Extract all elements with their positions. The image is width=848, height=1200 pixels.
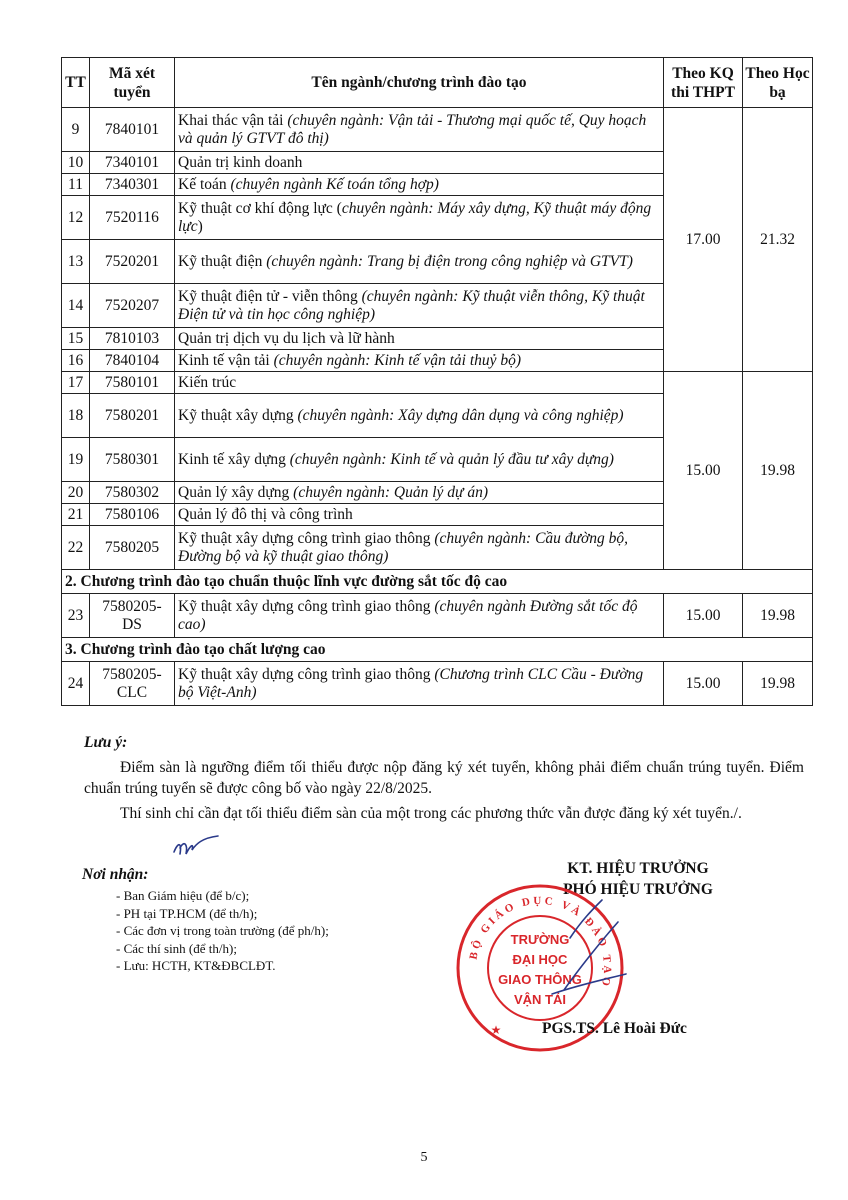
row-code: 7840101 (90, 108, 175, 152)
row-tt: 9 (62, 108, 90, 152)
row-name (175, 108, 664, 152)
initials-mark (172, 832, 220, 860)
program-specialization: (Chương trình CLC Cầu - Đường bộ Việt-Anh) (178, 665, 644, 701)
program-specialization: (chuyên ngành: Trang bị điện trong công nghiệp và GTVT) (266, 252, 633, 270)
row-code: 7340101 (90, 152, 175, 174)
header-thpt: Theo KQ thi THPT (664, 58, 743, 108)
header-hocba: Theo Học bạ (743, 58, 813, 108)
program-name: Quản trị dịch vụ du lịch và lữ hành (178, 329, 395, 347)
seal-line-4: VẬN TẢI (514, 992, 566, 1007)
row-name (175, 526, 664, 570)
row-code: 7520207 (90, 284, 175, 328)
row-thpt-score: 15.00 (664, 594, 743, 638)
seal-star-icon: ★ (490, 1023, 502, 1037)
notes-paragraph-2: Thí sinh chỉ cần đạt tối thiểu điểm sàn của một trong các phương thức vẫn được đăng ký xét tuyển./. (120, 805, 742, 822)
group1-thpt-score: 17.00 (664, 108, 743, 372)
header-code: Mã xét tuyển (90, 58, 175, 108)
program-name: Quản lý đô thị và công trình (178, 505, 353, 523)
header-name: Tên ngành/chương trình đào tạo (175, 58, 664, 108)
row-tt: 17 (62, 372, 90, 394)
row-name (175, 482, 664, 504)
seal-ring-text: BỘ GIÁO DỤC VÀ ĐÀO TẠO (467, 894, 614, 990)
row-name (175, 504, 664, 526)
signature-title-1: KT. HIỆU TRƯỞNG (567, 860, 709, 877)
row-name (175, 196, 664, 240)
seal-line-1: TRƯỜNG (510, 932, 570, 947)
row-tt: 23 (62, 594, 90, 638)
row-name (175, 438, 664, 482)
row-name (175, 662, 664, 706)
program-name: Khai thác vận tải (178, 111, 288, 129)
program-name: Kinh tế vận tải (178, 351, 274, 369)
row-tt: 20 (62, 482, 90, 504)
row-code: 7580302 (90, 482, 175, 504)
row-code: 7810103 (90, 328, 175, 350)
group2-thpt-score: 15.00 (664, 372, 743, 570)
row-hocba-score: 19.98 (743, 662, 813, 706)
program-specialization: (chuyên ngành: Xây dựng dân dụng và công nghiệp) (297, 406, 624, 424)
program-specialization: chuyên ngành: Máy xây dựng, Kỹ thuật máy động lực (178, 199, 652, 235)
row-code (90, 594, 175, 638)
signer-name: PGS.TS. Lê Hoài Đức (542, 1020, 687, 1037)
section-row (62, 638, 813, 662)
row-tt: 14 (62, 284, 90, 328)
row-tt: 16 (62, 350, 90, 372)
row-name (175, 240, 664, 284)
notes-section (84, 732, 804, 824)
seal-line-3: GIAO THÔNG (498, 972, 582, 987)
program-name: Kế toán (178, 175, 231, 193)
program-specialization: (chuyên ngành: Kinh tế và quản lý đầu tư xây dựng) (289, 450, 614, 468)
row-name (175, 350, 664, 372)
row-tt: 15 (62, 328, 90, 350)
admission-score-table (61, 57, 813, 706)
program-specialization: (chuyên ngành: Kỹ thuật viễn thông, Kỹ thuật Điện tử và tin học công nghiệp) (178, 287, 645, 323)
row-code: 7520116 (90, 196, 175, 240)
row-name (175, 394, 664, 438)
row-name (175, 328, 664, 350)
row-name (175, 152, 664, 174)
row-tt: 12 (62, 196, 90, 240)
section-3-title: 3. Chương trình đào tạo chất lượng cao (62, 638, 813, 662)
table-header-row (62, 58, 813, 108)
row-name (175, 594, 664, 638)
recipients-title: Nơi nhận: (82, 866, 149, 883)
program-name: Quản lý xây dựng (178, 483, 294, 501)
page-number: 5 (420, 1150, 428, 1165)
row-name (175, 372, 664, 394)
row-code: 7580101 (90, 372, 175, 394)
row-tt: 18 (62, 394, 90, 438)
program-name: Kinh tế xây dựng (178, 450, 290, 468)
row-code: 7840104 (90, 350, 175, 372)
code-line-2: CLC (116, 683, 148, 701)
row-tt: 11 (62, 174, 90, 196)
table-row (62, 594, 813, 638)
program-name: Kiến trúc (178, 373, 237, 391)
code-line-1: 7580205- (102, 665, 162, 683)
program-name: Kỹ thuật cơ khí động lực ( (178, 199, 342, 217)
row-hocba-score: 19.98 (743, 594, 813, 638)
recipients-section (82, 866, 442, 975)
row-code: 7580205 (90, 526, 175, 570)
row-code: 7580201 (90, 394, 175, 438)
code-line-1: 7580205- (102, 597, 162, 615)
code-line-2: DS (122, 615, 142, 633)
row-code: 7580301 (90, 438, 175, 482)
section-2-title: 2. Chương trình đào tạo chuẩn thuộc lĩnh vực đường sắt tốc độ cao (62, 570, 813, 594)
row-tt: 10 (62, 152, 90, 174)
group2-hocba-score: 19.98 (743, 372, 813, 570)
row-code: 7580106 (90, 504, 175, 526)
row-name (175, 284, 664, 328)
signature-title-2: PHÓ HIỆU TRƯỞNG (563, 881, 713, 898)
table-row (62, 662, 813, 706)
program-specialization: (chuyên ngành: Cầu đường bộ, Đường bộ và kỹ thuật giao thông) (178, 529, 629, 565)
program-name: Kỹ thuật xây dựng (178, 406, 298, 424)
row-tt: 22 (62, 526, 90, 570)
row-code: 7340301 (90, 174, 175, 196)
row-name (175, 174, 664, 196)
program-specialization: (chuyên ngành: Quản lý dự án) (293, 483, 489, 501)
row-tt: 21 (62, 504, 90, 526)
program-specialization: (chuyên ngành: Kinh tế vận tải thuỷ bộ) (273, 351, 522, 369)
row-thpt-score: 15.00 (664, 662, 743, 706)
program-name: Kỹ thuật xây dựng công trình giao thông (178, 665, 435, 683)
program-name: Kỹ thuật điện tử - viễn thông (178, 287, 362, 305)
row-code: 7520201 (90, 240, 175, 284)
recipient-item: - Ban Giám hiệu (để b/c); (116, 888, 250, 903)
notes-paragraph-1: Điểm sàn là ngưỡng điểm tối thiểu được nộp đăng ký xét tuyển, không phải điểm chuẩn trúng tuyển. Điểm chuẩn trúng tuyển sẽ được công bố vào ngày 22/8/2025. (84, 759, 804, 797)
recipient-item: - Lưu: HCTH, KT&ĐBCLĐT. (116, 958, 276, 973)
program-specialization: (chuyên ngành Đường sắt tốc độ cao) (178, 597, 638, 633)
header-tt: TT (62, 58, 90, 108)
section-row (62, 570, 813, 594)
program-specialization: (chuyên ngành Kế toán tổng hợp) (230, 175, 439, 193)
row-code (90, 662, 175, 706)
program-name: Kỹ thuật xây dựng công trình giao thông (178, 529, 435, 547)
table-row (62, 108, 813, 152)
recipients-list (116, 887, 442, 975)
seal-line-2: ĐẠI HỌC (512, 952, 568, 967)
program-specialization: (chuyên ngành: Vận tải - Thương mại quốc tế, Quy hoạch và quản lý GTVT đô thị) (178, 111, 647, 147)
program-name-tail: ) (197, 217, 203, 235)
recipient-item: - Các đơn vị trong toàn trường (để ph/h); (116, 923, 329, 938)
row-tt: 24 (62, 662, 90, 706)
recipient-item: - Các thí sinh (để th/h); (116, 940, 237, 956)
table-row (62, 372, 813, 394)
group1-hocba-score: 21.32 (743, 108, 813, 372)
program-name: Quản trị kinh doanh (178, 153, 303, 171)
notes-title: Lưu ý: (84, 734, 128, 751)
program-name: Kỹ thuật điện (178, 252, 267, 270)
program-name: Kỹ thuật xây dựng công trình giao thông (178, 597, 435, 615)
row-tt: 19 (62, 438, 90, 482)
recipient-item: - PH tại TP.HCM (để th/h); (116, 905, 258, 921)
row-tt: 13 (62, 240, 90, 284)
